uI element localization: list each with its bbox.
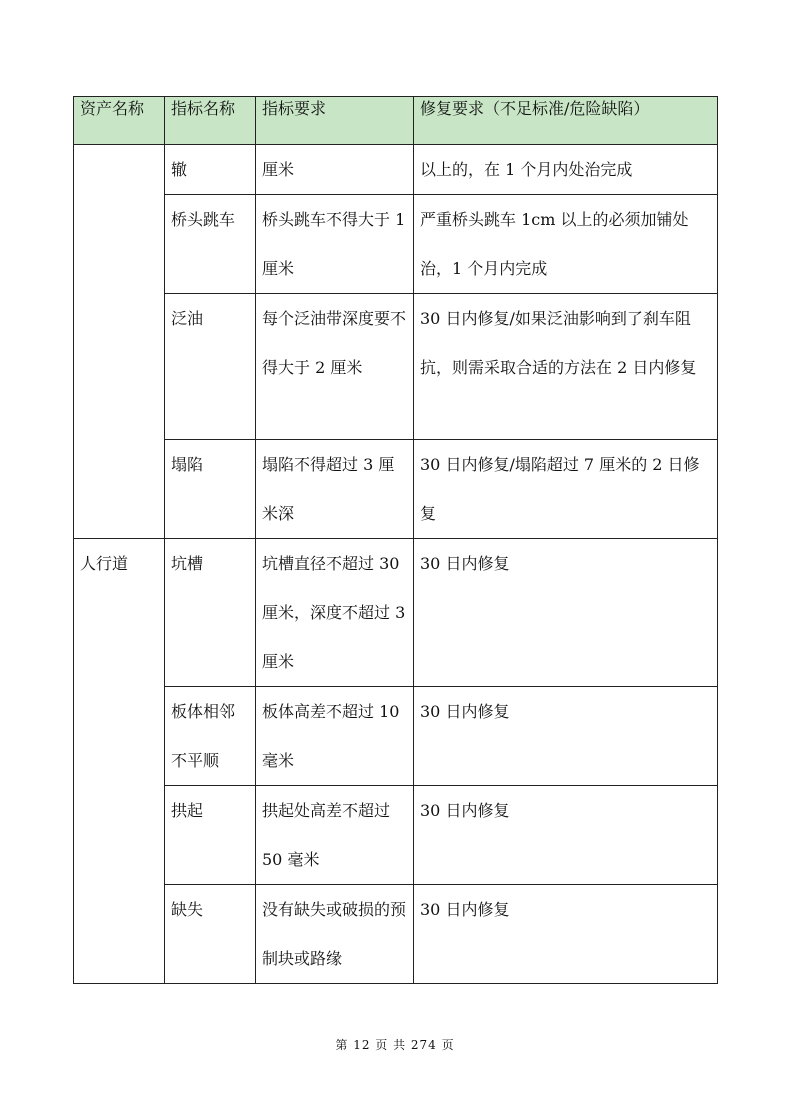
indicator-cell: 坑槽	[165, 539, 256, 687]
page-footer: 第 12 页 共 274 页	[335, 1038, 455, 1052]
requirement-cell: 没有缺失或破损的预制块或路缘	[256, 885, 414, 984]
repair-cell: 30 日内修复/如果泛油影响到了刹车阻抗，则需采取合适的方法在 2 日内修复	[414, 294, 718, 440]
repair-cell: 30 日内修复	[414, 687, 718, 786]
table-row	[74, 440, 718, 539]
asset-cell	[74, 145, 165, 539]
indicator-cell: 拱起	[165, 786, 256, 885]
header-indicator-name: 指标名称	[165, 97, 256, 145]
indicator-cell: 桥头跳车	[165, 195, 256, 294]
header-indicator-requirement: 指标要求	[256, 97, 414, 145]
requirement-cell: 每个泛油带深度要不得大于 2 厘米	[256, 294, 414, 440]
table-row	[74, 687, 718, 786]
repair-cell: 30 日内修复	[414, 539, 718, 687]
header-asset-name: 资产名称	[74, 97, 165, 145]
indicator-cell: 缺失	[165, 885, 256, 984]
indicator-cell: 辙	[165, 145, 256, 195]
requirement-cell: 坑槽直径不超过 30 厘米，深度不超过 3 厘米	[256, 539, 414, 687]
repair-cell: 30 日内修复/塌陷超过 7 厘米的 2 日修复	[414, 440, 718, 539]
indicator-cell: 板体相邻不平顺	[165, 687, 256, 786]
asset-cell: 人行道	[74, 539, 165, 984]
requirement-cell: 板体高差不超过 10 毫米	[256, 687, 414, 786]
indicator-cell: 塌陷	[165, 440, 256, 539]
table-row	[74, 786, 718, 885]
table-row	[74, 145, 718, 195]
repair-cell: 严重桥头跳车 1cm 以上的必须加铺处治，1 个月内完成	[414, 195, 718, 294]
requirement-cell: 拱起处高差不超过 50 毫米	[256, 786, 414, 885]
requirement-cell: 桥头跳车不得大于 1 厘米	[256, 195, 414, 294]
table-row	[74, 885, 718, 984]
header-repair-requirement: 修复要求（不足标准/危险缺陷）	[414, 97, 718, 145]
table-row	[74, 294, 718, 440]
indicator-cell: 泛油	[165, 294, 256, 440]
table-row	[74, 195, 718, 294]
requirement-cell: 厘米	[256, 145, 414, 195]
spec-table	[73, 96, 718, 984]
repair-cell: 30 日内修复	[414, 885, 718, 984]
requirement-cell: 塌陷不得超过 3 厘米深	[256, 440, 414, 539]
header-row	[74, 97, 718, 145]
repair-cell: 以上的，在 1 个月内处治完成	[414, 145, 718, 195]
repair-cell: 30 日内修复	[414, 786, 718, 885]
table-row	[74, 539, 718, 687]
